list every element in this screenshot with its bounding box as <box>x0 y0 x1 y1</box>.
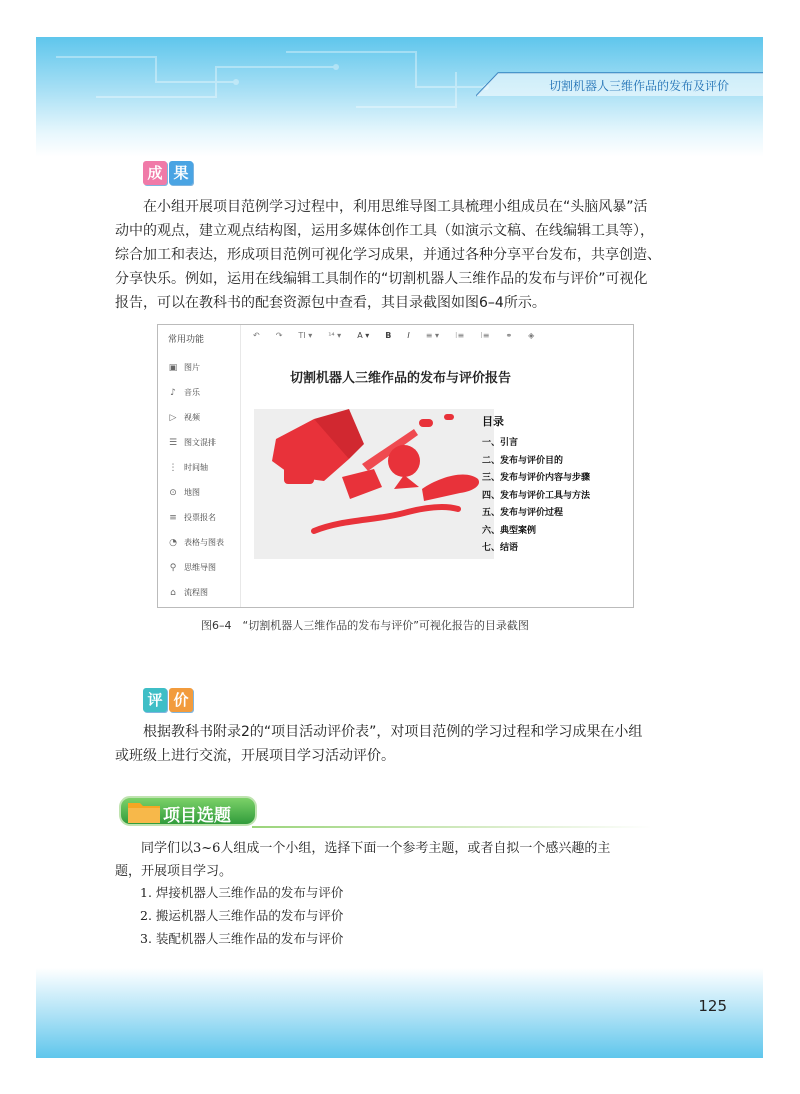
vote-icon: ≡ <box>169 512 177 523</box>
sidebar-item-chart <box>168 537 224 548</box>
paragraph-line: 或班级上进行交流，开展项目学习活动评价。 <box>115 748 395 764</box>
sidebar-item-label: 图片 <box>184 363 200 372</box>
sidebar-item-map <box>168 487 200 498</box>
sidebar-item-label: 地图 <box>184 488 200 497</box>
sidebar-item-mindmap <box>168 562 216 573</box>
sidebar-title: 常用功能 <box>168 335 205 345</box>
badge-char: 成 <box>143 161 167 185</box>
font-color-dropdown: A ▾ <box>357 331 370 340</box>
map-pin-icon: ⊙ <box>169 487 177 498</box>
paragraph-line: 动中的观点，建立观点结构图，运用多媒体创作工具（如演示文稿、在线编辑工具等）， <box>115 223 654 239</box>
flowchart-icon: ⌂ <box>170 587 176 598</box>
paint-bucket-icon: ◈ <box>528 331 535 340</box>
paragraph-line: 同学们以3~6人组成一个小组，选择下面一个参考主题，或者自拟一个感兴趣的主 <box>141 841 611 856</box>
paragraph-line: 分享快乐。例如，运用在线编辑工具制作的“切割机器人三维作品的发布与评价”可视化 <box>115 271 648 287</box>
project-topic-label: 项目选题 <box>163 806 231 826</box>
italic-icon: I <box>407 331 410 340</box>
editor-toolbar <box>253 331 534 340</box>
sidebar-item-label: 思维导图 <box>184 563 216 572</box>
chart-icon: ◔ <box>169 537 177 548</box>
evaluation-badge <box>143 688 193 712</box>
sidebar-item-video <box>168 412 200 423</box>
video-icon: ▷ <box>169 412 177 423</box>
sidebar-item-layout <box>168 437 216 448</box>
figure-caption: 图6–4 “切割机器人三维作品的发布与评价”可视化报告的目录截图 <box>201 619 529 632</box>
list-item: 1. 焊接机器人三维作品的发布与评价 <box>140 885 344 900</box>
sidebar-item-music <box>168 387 200 398</box>
sidebar-item-label: 流程图 <box>184 588 208 597</box>
sidebar-item-vote <box>168 512 216 523</box>
toc-item: 一、引言 <box>482 438 519 448</box>
editor-sidebar <box>158 325 241 607</box>
table-of-contents <box>482 413 590 558</box>
sidebar-item-label: 时间轴 <box>184 463 208 472</box>
paragraph-line: 报告，可以在教科书的配套资源包中查看，其目录截图如图6–4所示。 <box>115 295 546 311</box>
sidebar-item-timeline <box>168 462 208 473</box>
toc-heading: 目录 <box>482 415 504 428</box>
mindmap-icon: ⚲ <box>169 562 177 573</box>
list-item: 2. 搬运机器人三维作品的发布与评价 <box>140 908 344 923</box>
toc-item: 三、发布与评价内容与步骤 <box>482 473 591 483</box>
toc-item: 二、发布与评价目的 <box>482 455 564 466</box>
paragraph-line: 综合加工和表达，形成项目范例可视化学习成果，并通过各种分享平台发布，共享创造、 <box>115 247 661 263</box>
editor-screenshot-figure <box>157 324 634 608</box>
toc-item: 五、发布与评价过程 <box>482 508 564 518</box>
list-item: 3. 装配机器人三维作品的发布与评价 <box>140 931 344 946</box>
textbook-page <box>36 37 763 1058</box>
paragraph-line: 根据教科书附录2的“项目活动评价表”，对项目范例的学习过程和学习成果在小组 <box>143 724 643 740</box>
unordered-list-icon: ⁝≡ <box>480 331 490 340</box>
sidebar-item-label: 投票报名 <box>184 513 216 522</box>
badge-char: 价 <box>169 688 193 712</box>
sidebar-item-label: 音乐 <box>184 388 200 397</box>
align-dropdown: ≡ ▾ <box>425 331 439 340</box>
badge-char: 果 <box>169 161 193 185</box>
banner-underline <box>252 826 652 828</box>
bold-icon: B <box>385 331 392 340</box>
sidebar-item-image <box>168 362 200 373</box>
circuit-pattern-graphic <box>36 37 763 157</box>
heading-dropdown: TI ▾ <box>298 331 313 340</box>
layout-icon: ☰ <box>168 437 178 448</box>
header-band <box>36 37 763 157</box>
project-topic-intro <box>115 837 685 883</box>
toc-item: 四、发布与评价工具与方法 <box>482 490 591 501</box>
toc-item: 七、结语 <box>482 543 519 553</box>
red-robot-parts-photo <box>254 409 494 559</box>
link-icon: ⚭ <box>505 331 513 340</box>
chapter-header-title: 切割机器人三维作品的发布及评价 <box>548 79 729 93</box>
paragraph-line: 在小组开展项目范例学习过程中，利用思维导图工具梳理小组成员在“头脑风暴”活 <box>143 199 648 215</box>
badge-char: 评 <box>143 688 167 712</box>
ordered-list-icon: ⁝≡ <box>454 331 465 340</box>
evaluation-paragraph <box>115 720 695 768</box>
result-badge <box>143 161 193 185</box>
sidebar-item-label: 视频 <box>184 413 200 422</box>
paragraph-line: 题，开展项目学习。 <box>115 864 233 879</box>
timeline-icon: ⋮ <box>168 462 178 473</box>
page-number: 125 <box>698 997 727 1015</box>
redo-icon: ↷ <box>275 331 283 340</box>
report-title: 切割机器人三维作品的发布与评价报告 <box>290 371 512 386</box>
sidebar-item-label: 图文混排 <box>184 438 216 447</box>
sidebar-item-label: 表格与图表 <box>184 538 224 547</box>
sidebar-item-flowchart <box>168 587 208 598</box>
undo-icon: ↶ <box>253 331 260 340</box>
footer-band <box>36 968 763 1058</box>
topic-list <box>140 881 343 950</box>
font-size-dropdown: ¹⁴ ▾ <box>328 331 342 340</box>
image-icon: ▣ <box>168 362 178 373</box>
toc-item: 六、典型案例 <box>482 525 537 536</box>
result-paragraph <box>115 195 695 315</box>
music-icon: ♪ <box>170 387 176 398</box>
